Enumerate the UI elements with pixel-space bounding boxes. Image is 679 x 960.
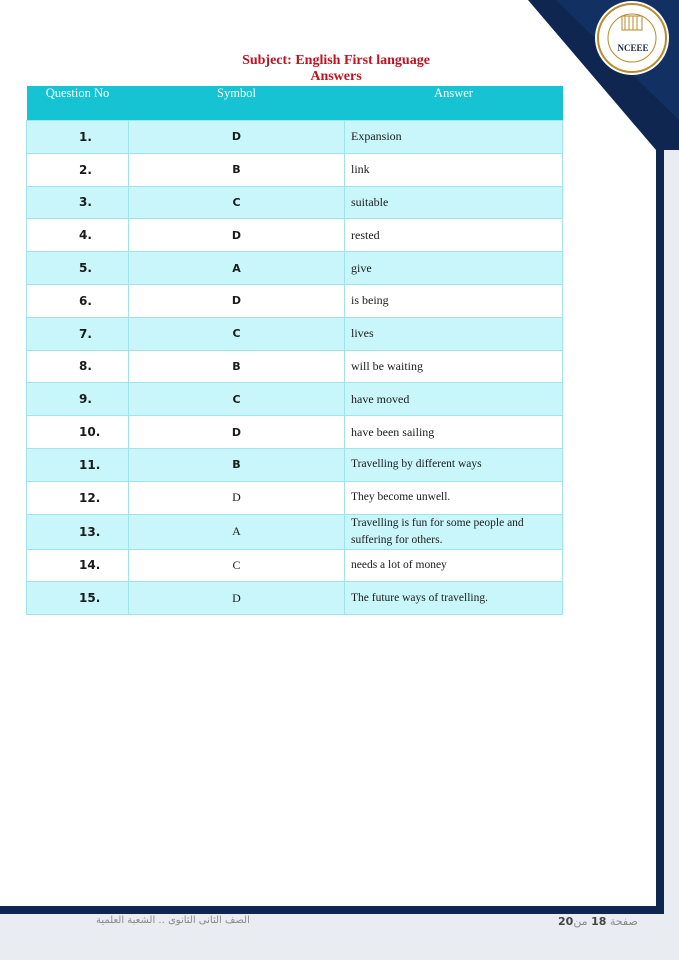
right-border-bar: [656, 148, 664, 914]
answer-symbol: C: [129, 317, 345, 350]
question-number: 1.: [27, 121, 129, 154]
answer-text: needs a lot of money: [345, 549, 563, 582]
answer-text: Travelling by different ways: [345, 448, 563, 481]
answer-symbol: D: [129, 284, 345, 317]
answer-text: rested: [345, 219, 563, 252]
logo-text: NCEEE: [617, 43, 649, 53]
answer-symbol: D: [129, 582, 345, 615]
answer-text: have moved: [345, 383, 563, 416]
table-row: [27, 252, 563, 285]
question-number: 3.: [27, 186, 129, 219]
table-row: [27, 514, 563, 549]
table-row: [27, 350, 563, 383]
question-number: 13.: [27, 514, 129, 549]
column-header-symbol: Symbol: [129, 86, 345, 121]
answer-symbol: A: [129, 514, 345, 549]
answer-symbol: A: [129, 252, 345, 285]
answer-symbol: C: [129, 186, 345, 219]
column-header-question-no: Question No: [27, 86, 129, 121]
answer-text: The future ways of travelling.: [345, 582, 563, 615]
footer-of-word: من: [573, 915, 588, 928]
answer-text: lives: [345, 317, 563, 350]
answer-table: [26, 86, 563, 615]
answer-symbol: D: [129, 481, 345, 514]
question-number: 8.: [27, 350, 129, 383]
table-row: [27, 383, 563, 416]
answer-symbol: C: [129, 383, 345, 416]
answer-text: give: [345, 252, 563, 285]
table-row: [27, 582, 563, 615]
subject-title: Subject: English First language: [242, 53, 430, 68]
question-number: 6.: [27, 284, 129, 317]
footer-current-page: 18: [591, 915, 607, 928]
table-row: [27, 549, 563, 582]
table-row: [27, 448, 563, 481]
answers-subtitle: Answers: [310, 69, 362, 84]
table-row: [27, 481, 563, 514]
answer-symbol: B: [129, 153, 345, 186]
table-header-row: [27, 86, 563, 121]
answer-symbol: D: [129, 416, 345, 449]
answer-symbol: D: [129, 219, 345, 252]
question-number: 7.: [27, 317, 129, 350]
question-number: 12.: [27, 481, 129, 514]
footer-page-word: صفحة: [609, 915, 638, 928]
question-number: 11.: [27, 448, 129, 481]
question-number: 4.: [27, 219, 129, 252]
answer-text: They become unwell.: [345, 481, 563, 514]
answer-symbol: C: [129, 549, 345, 582]
answer-text: have been sailing: [345, 416, 563, 449]
table-row: [27, 284, 563, 317]
answer-text: is being: [345, 284, 563, 317]
column-header-answer: Answer: [345, 86, 563, 121]
answer-text: Expansion: [345, 121, 563, 154]
footer-page-number: [558, 915, 638, 928]
answer-text: Travelling is fun for some people and suffering for others.: [345, 514, 563, 549]
question-number: 14.: [27, 549, 129, 582]
table-row: [27, 219, 563, 252]
footer-grade-label: الصف الثانى الثانوى .. الشعبة العلمية: [96, 915, 250, 926]
question-number: 10.: [27, 416, 129, 449]
table-row: [27, 186, 563, 219]
bottom-border-bar: [0, 906, 664, 914]
answer-symbol: D: [129, 121, 345, 154]
footer-total-pages: 20: [558, 915, 574, 928]
table-row: [27, 317, 563, 350]
question-number: 15.: [27, 582, 129, 615]
table-row: [27, 121, 563, 154]
question-number: 9.: [27, 383, 129, 416]
answer-text: will be waiting: [345, 350, 563, 383]
answer-symbol: B: [129, 448, 345, 481]
answer-symbol: B: [129, 350, 345, 383]
table-row: [27, 153, 563, 186]
question-number: 5.: [27, 252, 129, 285]
answer-text: link: [345, 153, 563, 186]
table-row: [27, 416, 563, 449]
answer-text: suitable: [345, 186, 563, 219]
question-number: 2.: [27, 153, 129, 186]
